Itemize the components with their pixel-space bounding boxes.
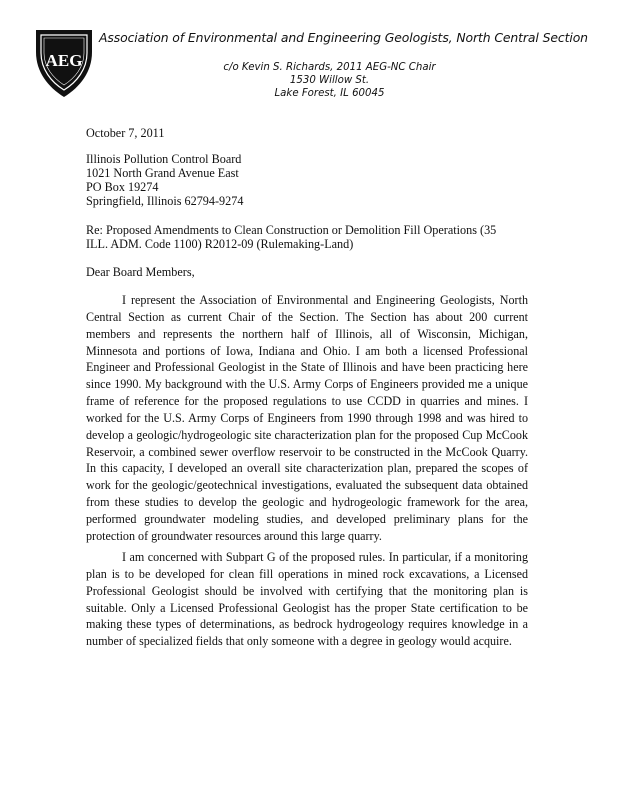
letter-date: October 7, 2011 (86, 126, 165, 140)
recipient-line-2: 1021 North Grand Avenue East (86, 166, 239, 180)
subject-line-2: ILL. ADM. Code 1100) R2012-09 (Rulemaking-Land) (86, 237, 354, 251)
address-line-2: 1530 Willow St. (289, 75, 370, 86)
subject-line-1: Re: Proposed Amendments to Clean Construction or Demolition Fill Operations (35 (86, 223, 497, 237)
address-line-1: c/o Kevin S. Richards, 2011 AEG-NC Chair (223, 62, 436, 73)
svg-text:AEG: AEG (45, 51, 83, 70)
address-line-3: Lake Forest, IL 60045 (274, 88, 385, 99)
body-paragraph-1: I represent the Association of Environmental and Engineering Geologists, North Central Section as current Chair of the Section. The Section has about 200 current members and represents the northern half of Illinois, all of Wisconsin, Michigan, Minnesota and portions of Iowa, Indiana and Ohio. I am both a licensed Professional Engineer and Professional Geologist in the State of Illinois and have been practicing here since 1990. My background with the U.S. Army Corps of Engineers provided me a unique frame of reference for the proposed regulations to use CCDD in quarries and mines. I worked for the U.S. Army Corps of Engineers from 1990 through 1998 and was hired to develop a geologic/hydrogeologic site characterization plan for the proposed Cup McCook Reservoir, a combined sewer overflow reservoir to be constructed in the McCook Quarry. In this capacity, I developed an overall site characterization plan, prepared the scopes of work for the geologic/geotechnical investigations, evaluated the subsequent data obtained from these studies to develop the geologic and hydrogeologic framework for the area, performed groundwater modeling studies, and developed preliminary plans for the protection of groundwater resources around this large quarry. (86, 293, 528, 543)
org-name: Association of Environmental and Engineering Geologists, North Central Section (99, 30, 588, 45)
recipient-line-3: PO Box 19274 (86, 180, 159, 194)
recipient-line-4: Springfield, Illinois 62794-9274 (86, 194, 244, 208)
salutation: Dear Board Members, (86, 265, 195, 279)
body-paragraph-2: I am concerned with Subpart G of the proposed rules. In particular, if a monitoring plan is to be developed for clean fill operations in mined rock excavations, a Licensed Professional Geologist should be involved with certifying that the monitoring plan is suitable. Only a Licensed Professional Geologist has the proper State certification to be making these types of determinations, as bedrock hydrogeology requires knowledge in a number of specialized fields that only someone with a degree in geology would acquire. (86, 550, 528, 649)
recipient-line-1: Illinois Pollution Control Board (86, 152, 242, 166)
